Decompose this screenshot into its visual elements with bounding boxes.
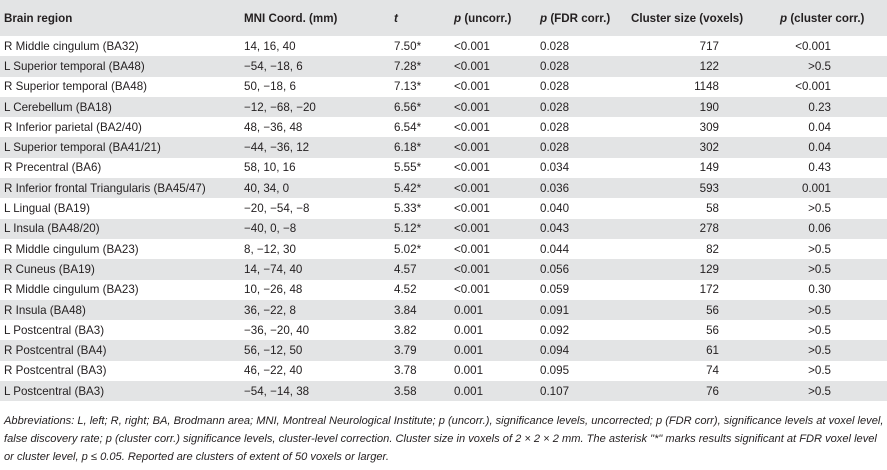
cell-p-fdr: 0.028	[540, 80, 570, 94]
cell-p-fdr: 0.028	[540, 120, 570, 134]
cell-cluster-size: 56	[706, 303, 719, 317]
cell-p-uncorr: <0.001	[454, 181, 490, 195]
header-p-uncorr-rest: (uncorr.)	[461, 11, 512, 25]
cell-cluster-size: 302	[699, 141, 719, 155]
cell-mni-coord: 36, −22, 8	[244, 303, 296, 317]
table-row	[0, 137, 887, 157]
cell-brain-region: L Insula (BA48/20)	[4, 222, 100, 236]
table-row	[0, 280, 887, 300]
table-row	[0, 239, 887, 259]
cell-p-fdr: 0.028	[540, 100, 570, 114]
cell-t: 4.57	[394, 262, 417, 276]
table-row	[0, 77, 887, 97]
cell-p-cluster: 0.04	[808, 141, 831, 155]
header-cluster-size: Cluster size (voxels)	[631, 11, 744, 25]
cell-cluster-size: 149	[699, 161, 719, 175]
header-brain-region: Brain region	[4, 11, 73, 25]
cell-mni-coord: 10, −26, 48	[244, 283, 303, 297]
cell-cluster-size: 122	[699, 59, 719, 73]
cell-brain-region: L Postcentral (BA3)	[4, 384, 105, 398]
header-p-fdr-rest: (FDR corr.)	[547, 11, 611, 25]
cell-t: 6.54*	[394, 120, 422, 134]
table-row	[0, 56, 887, 76]
cell-p-cluster: 0.43	[808, 161, 831, 175]
cell-cluster-size: 61	[706, 344, 719, 358]
cell-t: 4.52	[394, 283, 417, 297]
table-row	[0, 361, 887, 381]
table-row	[0, 178, 887, 198]
cell-t: 5.33*	[394, 202, 422, 216]
cell-cluster-size: 717	[699, 39, 719, 53]
cell-t: 3.79	[394, 344, 417, 358]
cell-p-uncorr: <0.001	[454, 100, 490, 114]
cell-t: 5.42*	[394, 181, 422, 195]
cell-mni-coord: −54, −14, 38	[244, 384, 310, 398]
cell-cluster-size: 74	[706, 364, 719, 378]
cell-p-fdr: 0.043	[540, 222, 570, 236]
cell-brain-region: R Precentral (BA6)	[4, 161, 102, 175]
cell-p-fdr: 0.028	[540, 141, 570, 155]
header-p-uncorr	[450, 0, 536, 36]
cell-mni-coord: −44, −36, 12	[244, 141, 310, 155]
cell-p-fdr: 0.059	[540, 283, 570, 297]
cell-cluster-size: 190	[699, 100, 719, 114]
cell-mni-coord: 56, −12, 50	[244, 344, 303, 358]
cell-p-fdr: 0.092	[540, 323, 570, 337]
cell-mni-coord: −40, 0, −8	[244, 222, 297, 236]
cell-t: 3.78	[394, 364, 417, 378]
cell-brain-region: R Middle cingulum (BA32)	[4, 39, 139, 53]
cell-cluster-size: 56	[706, 323, 719, 337]
cell-mni-coord: −36, −20, 40	[244, 323, 310, 337]
cell-p-cluster: 0.04	[808, 120, 831, 134]
cell-cluster-size: 1148	[694, 80, 719, 94]
cell-p-uncorr: 0.001	[454, 364, 484, 378]
cell-brain-region: L Superior temporal (BA48)	[4, 59, 145, 73]
cell-cluster-size: 76	[706, 384, 719, 398]
cell-p-uncorr: <0.001	[454, 242, 490, 256]
cell-p-cluster: 0.30	[808, 283, 831, 297]
cell-mni-coord: 48, −36, 48	[244, 120, 303, 134]
cell-t: 5.02*	[394, 242, 422, 256]
cell-p-cluster: >0.5	[808, 303, 831, 317]
cell-p-uncorr: <0.001	[454, 283, 490, 297]
cell-p-cluster: >0.5	[808, 202, 831, 216]
cell-p-uncorr: 0.001	[454, 323, 484, 337]
cell-brain-region: L Postcentral (BA3)	[4, 323, 105, 337]
cell-p-fdr: 0.028	[540, 39, 570, 53]
table-row	[0, 219, 887, 239]
cell-p-cluster: >0.5	[808, 323, 831, 337]
cell-p-cluster: <0.001	[795, 39, 831, 53]
cell-p-fdr: 0.095	[540, 364, 570, 378]
cell-p-uncorr: 0.001	[454, 303, 484, 317]
cell-p-uncorr: 0.001	[454, 384, 484, 398]
cell-brain-region: R Inferior parietal (BA2/40)	[4, 120, 142, 134]
cell-cluster-size: 58	[706, 202, 719, 216]
cell-brain-region: R Superior temporal (BA48)	[4, 80, 148, 94]
cell-brain-region: L Cerebellum (BA18)	[4, 100, 112, 114]
cell-p-cluster: 0.23	[808, 100, 831, 114]
table-row	[0, 340, 887, 360]
cell-cluster-size: 129	[699, 262, 719, 276]
cell-p-fdr: 0.036	[540, 181, 570, 195]
cell-p-fdr: 0.056	[540, 262, 570, 276]
cell-cluster-size: 172	[699, 283, 719, 297]
cell-t: 7.13*	[394, 80, 422, 94]
cell-t: 7.50*	[394, 39, 422, 53]
table-row	[0, 381, 887, 401]
table-header-row	[0, 0, 887, 36]
cell-brain-region: R Postcentral (BA3)	[4, 364, 107, 378]
header-t-label: t	[394, 11, 398, 25]
table-body	[0, 36, 887, 401]
header-t	[390, 0, 450, 36]
header-p-cluster	[776, 0, 887, 36]
header-p-cluster-p: p	[780, 11, 788, 25]
table-row	[0, 259, 887, 279]
cell-brain-region: L Lingual (BA19)	[4, 202, 90, 216]
cell-p-uncorr: <0.001	[454, 141, 490, 155]
cell-p-uncorr: <0.001	[454, 262, 490, 276]
cell-p-uncorr: <0.001	[454, 202, 490, 216]
cell-mni-coord: 14, 16, 40	[244, 39, 296, 53]
table-row	[0, 36, 887, 56]
cell-brain-region: R Postcentral (BA4)	[4, 344, 107, 358]
cell-mni-coord: 58, 10, 16	[244, 161, 296, 175]
cell-p-uncorr: <0.001	[454, 161, 490, 175]
cell-brain-region: R Insula (BA48)	[4, 303, 86, 317]
cell-p-cluster: >0.5	[808, 344, 831, 358]
table-row	[0, 300, 887, 320]
table-row	[0, 320, 887, 340]
cell-p-cluster: 0.06	[808, 222, 831, 236]
cell-p-fdr: 0.091	[540, 303, 570, 317]
cell-cluster-size: 593	[699, 181, 719, 195]
cell-p-cluster: >0.5	[808, 59, 831, 73]
cell-p-fdr: 0.094	[540, 344, 570, 358]
header-p-uncorr-p: p	[454, 11, 462, 25]
cell-t: 5.55*	[394, 161, 422, 175]
cell-p-uncorr: <0.001	[454, 59, 490, 73]
cell-p-fdr: 0.040	[540, 202, 570, 216]
cell-t: 3.84	[394, 303, 417, 317]
cell-p-uncorr: 0.001	[454, 344, 484, 358]
cell-p-cluster: <0.001	[795, 80, 831, 94]
cell-mni-coord: 40, 34, 0	[244, 181, 290, 195]
cell-p-fdr: 0.044	[540, 242, 570, 256]
header-p-cluster-rest: (cluster corr.)	[787, 11, 865, 25]
header-p-fdr	[536, 0, 631, 36]
cell-t: 5.12*	[394, 222, 422, 236]
table-row	[0, 117, 887, 137]
cell-mni-coord: −12, −68, −20	[244, 100, 316, 114]
table-row	[0, 158, 887, 178]
cell-t: 3.58	[394, 384, 417, 398]
header-mni-coord: MNI Coord. (mm)	[244, 11, 338, 25]
cell-p-uncorr: <0.001	[454, 222, 490, 236]
table-footnote: Abbreviations: L, left; R, right; BA, Brodmann area; MNI, Montreal Neurological Institute; p (uncorr.), significance levels, uncorrected; p (FDR corr), significance levels at voxel level, false discovery rate; p (cluster corr.) significance levels, cluster-level correction. Cluster size in voxels of 2 × 2 × 2 mm. The asterisk "*" marks results significant at FDR voxel level or cluster level, p ≤ 0.05. Reported are clusters of extent of 50 voxels or larger.	[4, 415, 884, 463]
table-row	[0, 198, 887, 218]
cell-p-fdr: 0.107	[540, 384, 570, 398]
cell-p-cluster: >0.5	[808, 242, 831, 256]
header-p-fdr-p: p	[540, 11, 548, 25]
cell-p-fdr: 0.034	[540, 161, 570, 175]
cell-mni-coord: 8, −12, 30	[244, 242, 296, 256]
cell-p-fdr: 0.028	[540, 59, 570, 73]
cell-mni-coord: 50, −18, 6	[244, 80, 296, 94]
cell-mni-coord: 46, −22, 40	[244, 364, 303, 378]
cell-cluster-size: 278	[699, 222, 719, 236]
cell-t: 7.28*	[394, 59, 422, 73]
cell-brain-region: L Superior temporal (BA41/21)	[4, 141, 161, 155]
cell-p-uncorr: <0.001	[454, 80, 490, 94]
cell-t: 3.82	[394, 323, 417, 337]
cell-mni-coord: 14, −74, 40	[244, 262, 303, 276]
cell-p-cluster: >0.5	[808, 384, 831, 398]
cell-p-uncorr: <0.001	[454, 39, 490, 53]
cell-cluster-size: 309	[699, 120, 719, 134]
cell-p-cluster: >0.5	[808, 364, 831, 378]
cell-brain-region: R Middle cingulum (BA23)	[4, 242, 139, 256]
table-row	[0, 97, 887, 117]
cell-brain-region: R Inferior frontal Triangularis (BA45/47)	[4, 181, 206, 195]
cell-t: 6.18*	[394, 141, 422, 155]
cell-p-cluster: 0.001	[801, 181, 831, 195]
cell-t: 6.56*	[394, 100, 422, 114]
cell-brain-region: R Cuneus (BA19)	[4, 262, 95, 276]
cell-mni-coord: −20, −54, −8	[244, 202, 310, 216]
cell-brain-region: R Middle cingulum (BA23)	[4, 283, 139, 297]
cell-mni-coord: −54, −18, 6	[244, 59, 303, 73]
cell-p-uncorr: <0.001	[454, 120, 490, 134]
cell-cluster-size: 82	[706, 242, 719, 256]
cell-p-cluster: >0.5	[808, 262, 831, 276]
